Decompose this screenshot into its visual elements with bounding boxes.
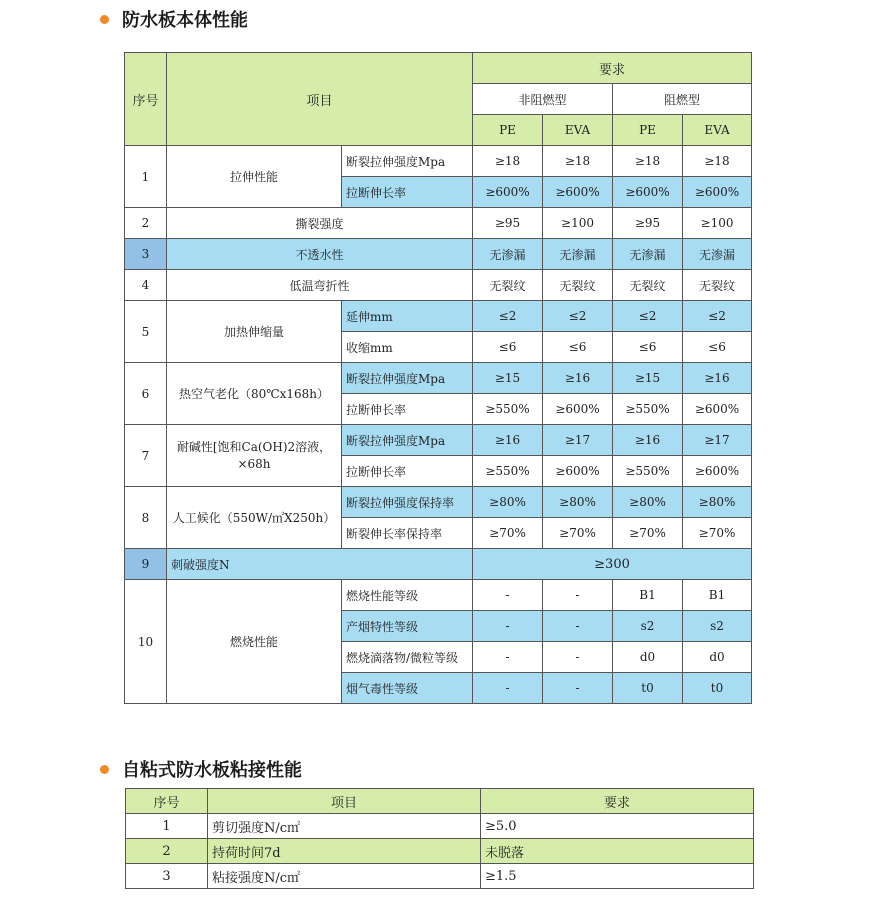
row-no: 4 <box>125 270 167 301</box>
value-cell: ≥18 <box>473 146 543 177</box>
value-cell: - <box>543 611 613 642</box>
table-row <box>126 864 754 889</box>
sub-label: 延伸mm <box>342 301 473 332</box>
value-cell: ≤2 <box>473 301 543 332</box>
row-name: 撕裂强度 <box>167 208 473 239</box>
row-no: 10 <box>125 580 167 704</box>
sub-label: 拉断伸长率 <box>342 456 473 487</box>
value-cell: ≥600% <box>683 456 752 487</box>
value-cell: ≥550% <box>613 456 683 487</box>
value-cell: ≥100 <box>543 208 613 239</box>
sub-label: 断裂拉伸强度保持率 <box>342 487 473 518</box>
value-cell: ≥15 <box>613 363 683 394</box>
row-requirement: 未脱落 <box>481 839 754 864</box>
value-cell: ≥16 <box>543 363 613 394</box>
orange-bullet-icon <box>100 15 109 24</box>
table-row <box>125 146 752 177</box>
value-cell: ≥600% <box>683 177 752 208</box>
value-cell: ≥70% <box>543 518 613 549</box>
header-flame: 阻燃型 <box>613 84 752 115</box>
row-no: 7 <box>125 425 167 487</box>
value-cell: ≥600% <box>473 177 543 208</box>
row-name: 不透水性 <box>167 239 473 270</box>
row-no: 1 <box>125 146 167 208</box>
value-cell: - <box>473 673 543 704</box>
value-cell: ≥80% <box>683 487 752 518</box>
row-name: 刺破强度N <box>167 549 473 580</box>
value-cell: ≥95 <box>473 208 543 239</box>
value-cell: 无裂纹 <box>543 270 613 301</box>
sub-label: 断裂拉伸强度Mpa <box>342 363 473 394</box>
value-cell: ≥18 <box>543 146 613 177</box>
value-cell: ≥600% <box>683 394 752 425</box>
row-no: 2 <box>126 839 208 864</box>
value-cell: ≥18 <box>613 146 683 177</box>
value-cell: s2 <box>683 611 752 642</box>
sub-label: 拉断伸长率 <box>342 394 473 425</box>
header-requirement: 要求 <box>481 789 754 814</box>
header-no: 序号 <box>125 53 167 146</box>
row-no: 5 <box>125 301 167 363</box>
row-no: 1 <box>126 814 208 839</box>
row-no: 8 <box>125 487 167 549</box>
value-cell: - <box>543 642 613 673</box>
sub-label: 产烟特性等级 <box>342 611 473 642</box>
row-name: 低温弯折性 <box>167 270 473 301</box>
value-cell: ≥100 <box>683 208 752 239</box>
table-header-row <box>125 53 752 84</box>
value-cell: ≥550% <box>473 456 543 487</box>
header-eva: EVA <box>683 115 752 146</box>
value-cell: ≥550% <box>473 394 543 425</box>
value-cell: ≤6 <box>543 332 613 363</box>
sub-label: 烟气毒性等级 <box>342 673 473 704</box>
row-name: 加热伸缩量 <box>167 301 342 363</box>
header-no: 序号 <box>126 789 208 814</box>
value-cell: t0 <box>683 673 752 704</box>
value-cell: - <box>543 580 613 611</box>
row-no: 6 <box>125 363 167 425</box>
value-cell: ≥16 <box>613 425 683 456</box>
value-cell: ≥80% <box>473 487 543 518</box>
row-name: 燃烧性能 <box>167 580 342 704</box>
header-item: 项目 <box>208 789 481 814</box>
value-cell: ≥600% <box>543 456 613 487</box>
table-row <box>126 839 754 864</box>
value-cell: - <box>473 642 543 673</box>
row-name <box>167 425 342 487</box>
value-cell: - <box>473 611 543 642</box>
value-cell: ≤2 <box>613 301 683 332</box>
table-row <box>125 549 752 580</box>
header-non-flame: 非阻燃型 <box>473 84 613 115</box>
body-performance-table <box>124 52 752 704</box>
value-cell: ≥600% <box>543 394 613 425</box>
value-cell: 无渗漏 <box>613 239 683 270</box>
table-row <box>125 301 752 332</box>
row-requirement: ≥5.0 <box>481 814 754 839</box>
sub-label: 燃烧性能等级 <box>342 580 473 611</box>
value-cell: ≥600% <box>543 177 613 208</box>
value-cell: s2 <box>613 611 683 642</box>
header-requirement: 要求 <box>473 53 752 84</box>
value-cell: 无裂纹 <box>683 270 752 301</box>
value-cell: ≥600% <box>613 177 683 208</box>
value-cell: ≥17 <box>543 425 613 456</box>
row-item: 粘接强度N/c㎡ <box>208 864 481 889</box>
header-pe: PE <box>473 115 543 146</box>
table-row <box>125 580 752 611</box>
table-row <box>125 270 752 301</box>
value-cell: ≥550% <box>613 394 683 425</box>
section-title-body-performance <box>100 6 248 32</box>
row-name: 拉伸性能 <box>167 146 342 208</box>
value-cell: t0 <box>613 673 683 704</box>
row-no: 3 <box>125 239 167 270</box>
value-cell: ≥16 <box>683 363 752 394</box>
value-cell: 无裂纹 <box>613 270 683 301</box>
value-cell: B1 <box>683 580 752 611</box>
row-requirement: ≥1.5 <box>481 864 754 889</box>
row-item: 持荷时间7d <box>208 839 481 864</box>
value-cell: ≥15 <box>473 363 543 394</box>
row-no: 3 <box>126 864 208 889</box>
value-cell: ≥70% <box>683 518 752 549</box>
adhesion-performance-table <box>125 788 754 889</box>
value-cell: ≥80% <box>613 487 683 518</box>
value-cell: ≤6 <box>473 332 543 363</box>
value-cell: ≥80% <box>543 487 613 518</box>
orange-bullet-icon <box>100 765 109 774</box>
table-row <box>126 814 754 839</box>
value-cell: - <box>543 673 613 704</box>
sub-label: 燃烧滴落物/微粒等级 <box>342 642 473 673</box>
value-cell: d0 <box>683 642 752 673</box>
section-title-text: 自粘式防水板粘接性能 <box>122 760 302 781</box>
value-cell: 无渗漏 <box>543 239 613 270</box>
value-cell: ≥16 <box>473 425 543 456</box>
row-name-line-2: ×68h <box>237 456 271 471</box>
value-cell: 无渗漏 <box>473 239 543 270</box>
value-cell: 无渗漏 <box>683 239 752 270</box>
row-no: 9 <box>125 549 167 580</box>
value-cell: ≥70% <box>473 518 543 549</box>
value-cell: ≥95 <box>613 208 683 239</box>
table-row <box>125 425 752 456</box>
section-title-adhesion-performance <box>100 756 302 782</box>
sub-label: 断裂拉伸强度Mpa <box>342 425 473 456</box>
value-cell-merged: ≥300 <box>473 549 752 580</box>
header-eva: EVA <box>543 115 613 146</box>
value-cell: d0 <box>613 642 683 673</box>
value-cell: ≤2 <box>683 301 752 332</box>
sub-label: 拉断伸长率 <box>342 177 473 208</box>
row-no: 2 <box>125 208 167 239</box>
row-name: 人工候化（550W/㎡X250h） <box>167 487 342 549</box>
sub-label: 断裂拉伸强度Mpa <box>342 146 473 177</box>
value-cell: ≥18 <box>683 146 752 177</box>
header-pe: PE <box>613 115 683 146</box>
value-cell: 无裂纹 <box>473 270 543 301</box>
sub-label: 断裂伸长率保持率 <box>342 518 473 549</box>
value-cell: ≤6 <box>613 332 683 363</box>
row-name-line-1: 耐碱性[饱和Ca(OH)2溶液， <box>176 439 332 454</box>
value-cell: ≤6 <box>683 332 752 363</box>
value-cell: ≤2 <box>543 301 613 332</box>
table-header-row <box>126 789 754 814</box>
value-cell: - <box>473 580 543 611</box>
table-row <box>125 239 752 270</box>
value-cell: B1 <box>613 580 683 611</box>
table-row <box>125 208 752 239</box>
table-row <box>125 487 752 518</box>
header-item: 项目 <box>167 53 473 146</box>
value-cell: ≥70% <box>613 518 683 549</box>
value-cell: ≥17 <box>683 425 752 456</box>
table-row <box>125 363 752 394</box>
sub-label: 收缩mm <box>342 332 473 363</box>
section-title-text: 防水板本体性能 <box>122 10 248 31</box>
row-item: 剪切强度N/c㎡ <box>208 814 481 839</box>
row-name: 热空气老化（80℃x168h） <box>167 363 342 425</box>
